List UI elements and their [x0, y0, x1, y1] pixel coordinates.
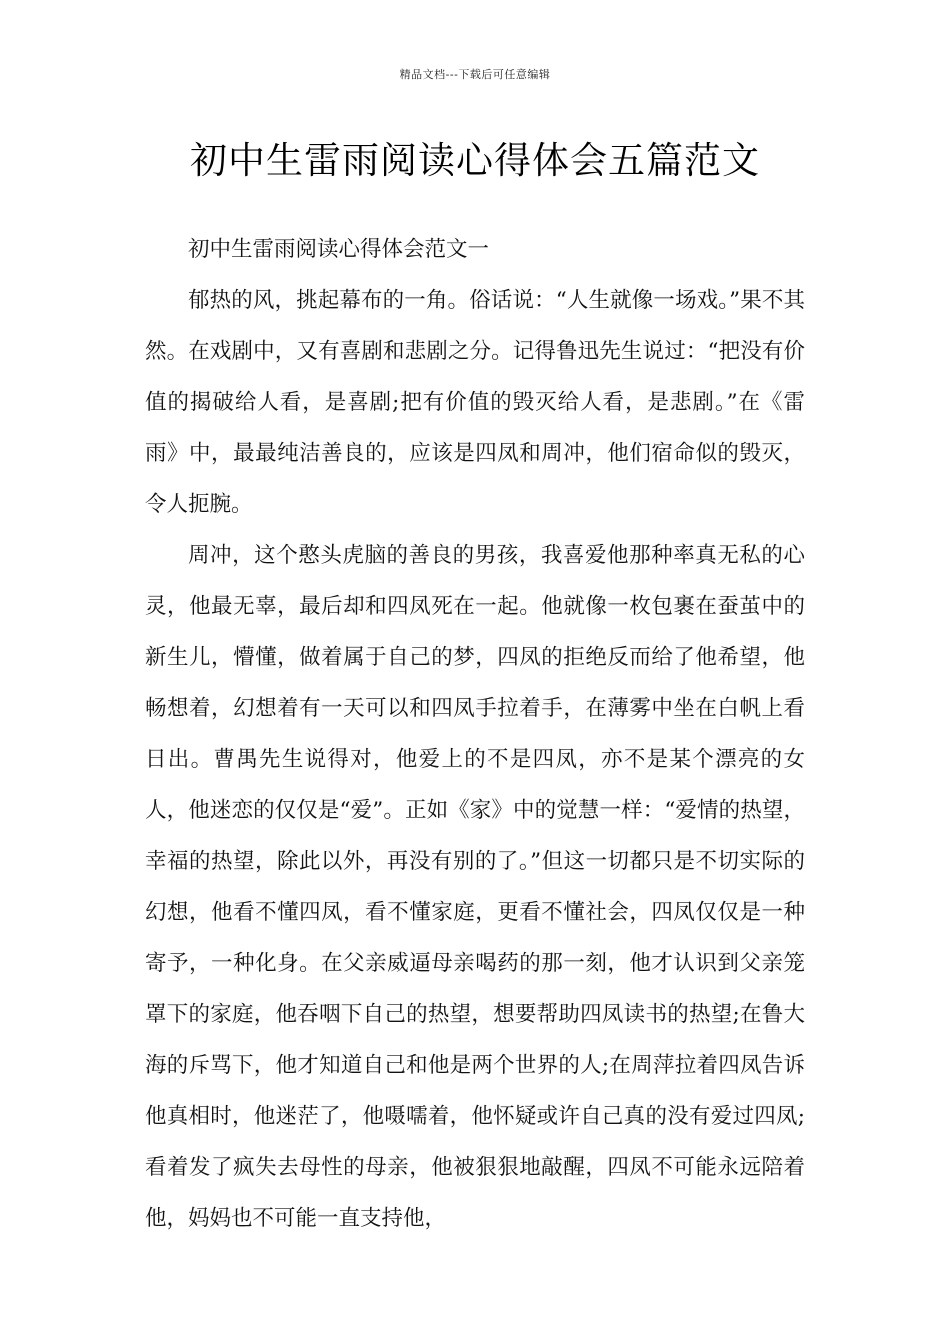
document-title: 初中生雷雨阅读心得体会五篇范文 — [190, 139, 760, 182]
paragraph: 周冲，这个憨头虎脑的善良的男孩，我喜爱他那种率真无私的心灵，他最无辜，最后却和四凤死在一起。他就像一枚包裹在蚕茧中的新生儿，懵懂，做着属于自己的梦，四凤的拒绝反而给了他希望，他畅想着，幻想着有一天可以和四凤手拉着手，在薄雾中坐在白帆上看日出。曹禺先生说得对，他爱上的不是四凤，亦不是某个漂亮的女人，他迷恋的仅仅是“爱”。正如《家》中的觉慧一样：“爱情的热望，幸福的热望，除此以外，再没有别的了。”但这一切都只是不切实际的幻想，他看不懂四凤，看不懂家庭，更看不懂社会，四凤仅仅是一种寄予，一种化身。在父亲威逼母亲喝药的那一刻，他才认识到父亲笼罩下的家庭，他吞咽下自己的热望，想要帮助四凤读书的热望;在鲁大海的斥骂下，他才知道自己和他是两个世界的人;在周萍拉着四凤告诉他真相时，他迷茫了，他嗫嚅着，他怀疑或许自己真的没有爱过四凤;看着发了疯失去母性的母亲，他被狠狠地敲醒，四凤不可能永远陪着他，妈妈也不可能一直支持他， — [145, 543, 805, 1231]
document-body — [145, 224, 805, 1244]
paragraph: 郁热的风，挑起幕布的一角。俗话说：“人生就像一场戏。”果不其然。在戏剧中，又有喜剧和悲剧之分。记得鲁迅先生说过：“把没有价值的揭破给人看，是喜剧;把有价值的毁灭给人看，是悲剧。”在《雷雨》中，最最纯洁善良的，应该是四凤和周冲，他们宿命似的毁灭，令人扼腕。 — [145, 288, 805, 517]
section-heading: 初中生雷雨阅读心得体会范文一 — [188, 237, 490, 262]
header-note: 精品文档---下载后可任意编辑 — [399, 68, 551, 81]
